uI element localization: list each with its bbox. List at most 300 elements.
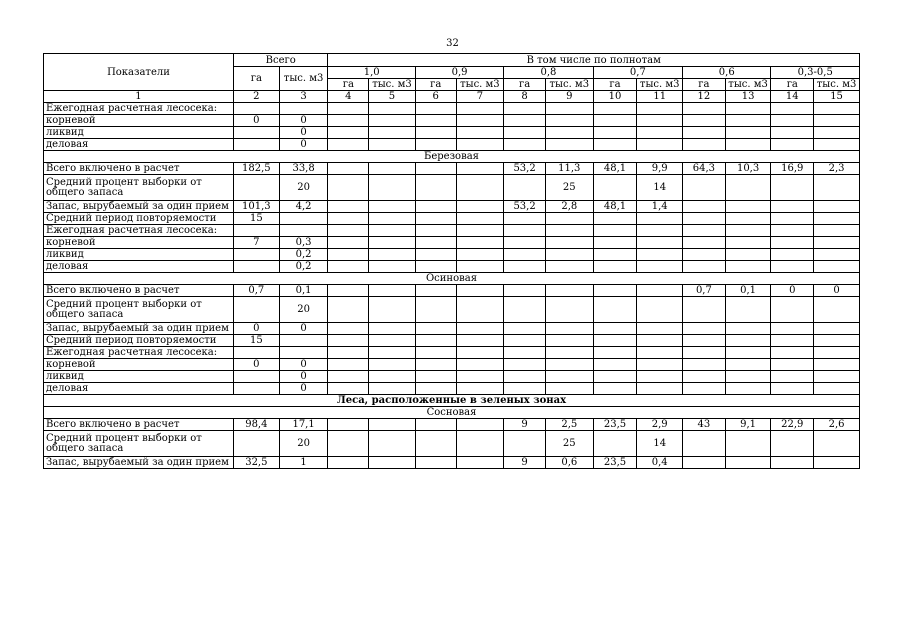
table-cell: [814, 175, 860, 201]
section-row: [44, 395, 860, 407]
table-cell: [683, 103, 726, 115]
table-cell: [328, 297, 369, 323]
table-row: [44, 297, 860, 323]
table-cell: [504, 323, 546, 335]
table-cell: [456, 127, 504, 139]
table-cell: [504, 383, 546, 395]
table-cell: [593, 127, 637, 139]
table-cell: [279, 225, 328, 237]
table-cell: 20: [279, 175, 328, 201]
table-cell: 2,6: [814, 419, 860, 431]
table-cell: [415, 323, 456, 335]
table-row: [44, 419, 860, 431]
table-cell: [683, 347, 726, 359]
table-cell: [814, 225, 860, 237]
row-label: Ежегодная расчетная лесосека:: [44, 103, 234, 115]
table-cell: [725, 175, 771, 201]
column-number-row: [44, 91, 860, 103]
table-cell: [637, 213, 683, 225]
table-cell: [456, 359, 504, 371]
table-cell: 0: [279, 323, 328, 335]
column-number: 7: [456, 91, 504, 103]
table-cell: [771, 335, 814, 347]
table-cell: [725, 457, 771, 469]
unit-ha: га: [504, 79, 546, 91]
table-cell: [593, 323, 637, 335]
table-row: [44, 285, 860, 297]
table-cell: [328, 237, 369, 249]
table-cell: [683, 225, 726, 237]
table-cell: 25: [545, 431, 593, 457]
table-cell: 1: [279, 457, 328, 469]
table-cell: 0: [814, 285, 860, 297]
section-title: Осиновая: [44, 273, 860, 285]
table-cell: 1,4: [637, 201, 683, 213]
table-cell: [456, 431, 504, 457]
header-row-1: [44, 54, 860, 67]
table-cell: [456, 213, 504, 225]
table-row: [44, 347, 860, 359]
table-cell: [814, 347, 860, 359]
table-cell: 0,1: [279, 285, 328, 297]
table-cell: 33,8: [279, 163, 328, 175]
table-cell: 0,3: [279, 237, 328, 249]
density-header: 0,9: [415, 67, 503, 79]
density-header: 0,3-0,5: [771, 67, 860, 79]
table-cell: [814, 139, 860, 151]
table-cell: [593, 175, 637, 201]
table-cell: [545, 261, 593, 273]
table-row: [44, 201, 860, 213]
table-cell: [814, 127, 860, 139]
table-cell: 14: [637, 175, 683, 201]
table-cell: [415, 359, 456, 371]
table-cell: [814, 237, 860, 249]
table-cell: [415, 127, 456, 139]
table-cell: 0: [233, 115, 279, 127]
table-cell: [814, 213, 860, 225]
table-row: [44, 163, 860, 175]
table-cell: [415, 347, 456, 359]
table-cell: [637, 383, 683, 395]
table-cell: 7: [233, 237, 279, 249]
table-row: [44, 225, 860, 237]
table-cell: [545, 213, 593, 225]
column-number: 6: [415, 91, 456, 103]
table-cell: [369, 457, 416, 469]
table-cell: [683, 323, 726, 335]
table-cell: 0,2: [279, 261, 328, 273]
table-cell: 9: [504, 457, 546, 469]
table-cell: [545, 249, 593, 261]
column-number: 4: [328, 91, 369, 103]
table-cell: [771, 431, 814, 457]
section-title: Сосновая: [44, 407, 860, 419]
table-cell: [233, 297, 279, 323]
column-number: 10: [593, 91, 637, 103]
table-cell: [328, 285, 369, 297]
table-cell: 0: [771, 285, 814, 297]
table-cell: [456, 335, 504, 347]
table-cell: [637, 359, 683, 371]
table-cell: [683, 431, 726, 457]
table-cell: [725, 347, 771, 359]
table-cell: [456, 323, 504, 335]
table-cell: [369, 261, 416, 273]
column-number: 1: [44, 91, 234, 103]
table-row: [44, 371, 860, 383]
table-cell: [369, 347, 416, 359]
table-cell: [233, 431, 279, 457]
table-cell: 0: [233, 359, 279, 371]
table-cell: [545, 347, 593, 359]
table-cell: [683, 213, 726, 225]
table-row: [44, 323, 860, 335]
table-cell: [725, 249, 771, 261]
table-cell: [415, 175, 456, 201]
table-cell: [637, 103, 683, 115]
table-cell: [771, 213, 814, 225]
table-cell: 4,2: [279, 201, 328, 213]
table-cell: [771, 371, 814, 383]
table-cell: [814, 457, 860, 469]
row-label: Запас, вырубаемый за один прием: [44, 457, 234, 469]
table-cell: 10,3: [725, 163, 771, 175]
table-cell: [593, 237, 637, 249]
row-label: корневой: [44, 237, 234, 249]
table-cell: [637, 115, 683, 127]
table-cell: [545, 237, 593, 249]
table-cell: [415, 431, 456, 457]
table-cell: [814, 249, 860, 261]
table-cell: [814, 359, 860, 371]
table-cell: [725, 261, 771, 273]
table-cell: [545, 225, 593, 237]
table-cell: [725, 371, 771, 383]
table-cell: [593, 383, 637, 395]
table-cell: [328, 201, 369, 213]
table-cell: [369, 335, 416, 347]
table-cell: 48,1: [593, 201, 637, 213]
table-cell: [725, 103, 771, 115]
table-cell: [369, 163, 416, 175]
table-cell: [771, 237, 814, 249]
table-cell: [683, 297, 726, 323]
table-cell: [725, 213, 771, 225]
table-cell: [328, 457, 369, 469]
table-cell: [233, 383, 279, 395]
table-cell: [771, 115, 814, 127]
table-cell: [545, 103, 593, 115]
table-cell: [593, 261, 637, 273]
table-row: [44, 103, 860, 115]
table-cell: [725, 237, 771, 249]
table-cell: 2,8: [545, 201, 593, 213]
table-cell: [725, 359, 771, 371]
table-cell: [593, 225, 637, 237]
table-cell: [814, 297, 860, 323]
table-cell: [233, 103, 279, 115]
table-cell: [593, 103, 637, 115]
table-cell: [369, 297, 416, 323]
table-cell: 0: [233, 323, 279, 335]
table-row: [44, 335, 860, 347]
table-cell: [637, 347, 683, 359]
table-cell: [369, 237, 416, 249]
row-label: Запас, вырубаемый за один прием: [44, 323, 234, 335]
table-cell: [456, 249, 504, 261]
table-cell: [415, 115, 456, 127]
table-cell: [771, 201, 814, 213]
table-cell: [415, 163, 456, 175]
table-cell: [415, 249, 456, 261]
table-cell: [683, 457, 726, 469]
row-label: Средний период повторяемости: [44, 335, 234, 347]
table-cell: [725, 139, 771, 151]
table-cell: [456, 297, 504, 323]
table-cell: [328, 431, 369, 457]
unit-ha: га: [771, 79, 814, 91]
table-row: [44, 115, 860, 127]
table-row: [44, 127, 860, 139]
section-row: [44, 273, 860, 285]
table-cell: 0,7: [683, 285, 726, 297]
table-cell: [504, 225, 546, 237]
row-label: Всего включено в расчет: [44, 285, 234, 297]
table-cell: 0,1: [725, 285, 771, 297]
table-cell: [683, 261, 726, 273]
table-cell: [369, 419, 416, 431]
table-cell: 53,2: [504, 163, 546, 175]
indicators-header: Показатели: [44, 54, 234, 91]
table-cell: [725, 383, 771, 395]
table-cell: [814, 115, 860, 127]
table-body: [44, 103, 860, 469]
table-cell: [456, 419, 504, 431]
table-cell: [771, 383, 814, 395]
table-cell: [593, 371, 637, 383]
table-cell: 2,9: [637, 419, 683, 431]
table-cell: [328, 127, 369, 139]
table-row: [44, 175, 860, 201]
table-cell: [456, 103, 504, 115]
table-cell: [545, 359, 593, 371]
table-cell: [456, 201, 504, 213]
row-label: ликвид: [44, 371, 234, 383]
table-cell: [233, 127, 279, 139]
table-cell: [456, 261, 504, 273]
row-label: корневой: [44, 359, 234, 371]
table-cell: 0: [279, 371, 328, 383]
table-cell: [814, 323, 860, 335]
table-cell: [328, 359, 369, 371]
total-ha-header: га: [233, 67, 279, 91]
density-header: 0,8: [504, 67, 593, 79]
table-cell: [637, 139, 683, 151]
table-cell: 32,5: [233, 457, 279, 469]
table-cell: 11,3: [545, 163, 593, 175]
unit-m3: тыс. м3: [456, 79, 504, 91]
table-cell: [456, 237, 504, 249]
row-label: ликвид: [44, 249, 234, 261]
table-cell: [771, 103, 814, 115]
table-cell: [683, 237, 726, 249]
table-cell: 48,1: [593, 163, 637, 175]
table-cell: [504, 127, 546, 139]
table-cell: [369, 115, 416, 127]
row-label: Средний процент выборки от общего запаса: [44, 431, 234, 457]
unit-ha: га: [683, 79, 726, 91]
unit-ha: га: [593, 79, 637, 91]
section-title: Березовая: [44, 151, 860, 163]
table-cell: [545, 285, 593, 297]
by-density-header: В том числе по полнотам: [328, 54, 860, 67]
table-cell: [415, 103, 456, 115]
table-cell: [369, 359, 416, 371]
unit-m3: тыс. м3: [725, 79, 771, 91]
table-cell: [369, 249, 416, 261]
table-cell: [456, 383, 504, 395]
table-cell: [456, 457, 504, 469]
table-row: [44, 237, 860, 249]
table-cell: [233, 261, 279, 273]
table-cell: [233, 225, 279, 237]
table-cell: [725, 297, 771, 323]
table-cell: [504, 347, 546, 359]
table-cell: [279, 213, 328, 225]
table-cell: [328, 335, 369, 347]
table-cell: [369, 285, 416, 297]
table-cell: [771, 359, 814, 371]
table-cell: 0,6: [545, 457, 593, 469]
density-header: 0,7: [593, 67, 682, 79]
table-cell: [725, 431, 771, 457]
forest-table: [43, 53, 860, 469]
row-label: Всего включено в расчет: [44, 163, 234, 175]
table-cell: [683, 371, 726, 383]
table-cell: [593, 335, 637, 347]
table-row: [44, 139, 860, 151]
table-cell: [814, 261, 860, 273]
table-cell: [369, 139, 416, 151]
table-cell: [771, 225, 814, 237]
table-cell: [415, 383, 456, 395]
table-cell: 0,2: [279, 249, 328, 261]
table-cell: [233, 175, 279, 201]
table-cell: [456, 175, 504, 201]
table-cell: [415, 237, 456, 249]
table-cell: [328, 371, 369, 383]
table-cell: [369, 127, 416, 139]
density-header: 1,0: [328, 67, 415, 79]
table-cell: 15: [233, 213, 279, 225]
table-cell: [415, 213, 456, 225]
table-cell: [504, 139, 546, 151]
column-number: 2: [233, 91, 279, 103]
row-label: Ежегодная расчетная лесосека:: [44, 347, 234, 359]
table-cell: 17,1: [279, 419, 328, 431]
table-cell: [328, 261, 369, 273]
table-cell: [328, 419, 369, 431]
table-cell: [504, 115, 546, 127]
table-cell: [369, 175, 416, 201]
table-row: [44, 261, 860, 273]
table-cell: [545, 383, 593, 395]
section-title: Леса, расположенные в зеленых зонах: [44, 395, 860, 407]
table-cell: [233, 347, 279, 359]
table-cell: 20: [279, 297, 328, 323]
table-cell: [637, 237, 683, 249]
table-row: [44, 457, 860, 469]
table-cell: [545, 335, 593, 347]
table-cell: [369, 383, 416, 395]
table-row: [44, 383, 860, 395]
unit-m3: тыс. м3: [637, 79, 683, 91]
table-cell: 20: [279, 431, 328, 457]
column-number: 3: [279, 91, 328, 103]
unit-m3: тыс. м3: [814, 79, 860, 91]
table-cell: [725, 115, 771, 127]
density-header: 0,6: [683, 67, 771, 79]
table-row: [44, 359, 860, 371]
table-cell: [593, 285, 637, 297]
table-cell: [771, 347, 814, 359]
table-cell: [279, 103, 328, 115]
table-cell: [771, 127, 814, 139]
row-label: Средний период повторяемости: [44, 213, 234, 225]
table-cell: [415, 457, 456, 469]
table-cell: 182,5: [233, 163, 279, 175]
table-cell: [456, 371, 504, 383]
table-cell: [593, 213, 637, 225]
table-cell: [328, 115, 369, 127]
table-cell: 2,3: [814, 163, 860, 175]
row-label: деловая: [44, 383, 234, 395]
table-cell: [545, 323, 593, 335]
table-cell: [814, 201, 860, 213]
column-number: 12: [683, 91, 726, 103]
table-cell: [415, 201, 456, 213]
table-cell: [771, 457, 814, 469]
row-label: Всего включено в расчет: [44, 419, 234, 431]
table-row: [44, 213, 860, 225]
table-cell: [683, 127, 726, 139]
table-cell: [415, 419, 456, 431]
table-cell: [504, 431, 546, 457]
row-label: деловая: [44, 261, 234, 273]
table-cell: [415, 261, 456, 273]
table-cell: 0: [279, 383, 328, 395]
row-label: Средний процент выборки от общего запаса: [44, 297, 234, 323]
table-cell: [369, 201, 416, 213]
table-cell: [545, 127, 593, 139]
table-cell: [683, 175, 726, 201]
unit-ha: га: [415, 79, 456, 91]
section-row: [44, 407, 860, 419]
table-cell: [593, 139, 637, 151]
table-cell: [637, 261, 683, 273]
column-number: 13: [725, 91, 771, 103]
table-cell: [504, 249, 546, 261]
column-number: 11: [637, 91, 683, 103]
table-cell: 0,7: [233, 285, 279, 297]
table-cell: [593, 431, 637, 457]
table-cell: 16,9: [771, 163, 814, 175]
table-cell: 22,9: [771, 419, 814, 431]
table-cell: [683, 383, 726, 395]
table-cell: [456, 163, 504, 175]
page-number: 32: [446, 38, 459, 49]
